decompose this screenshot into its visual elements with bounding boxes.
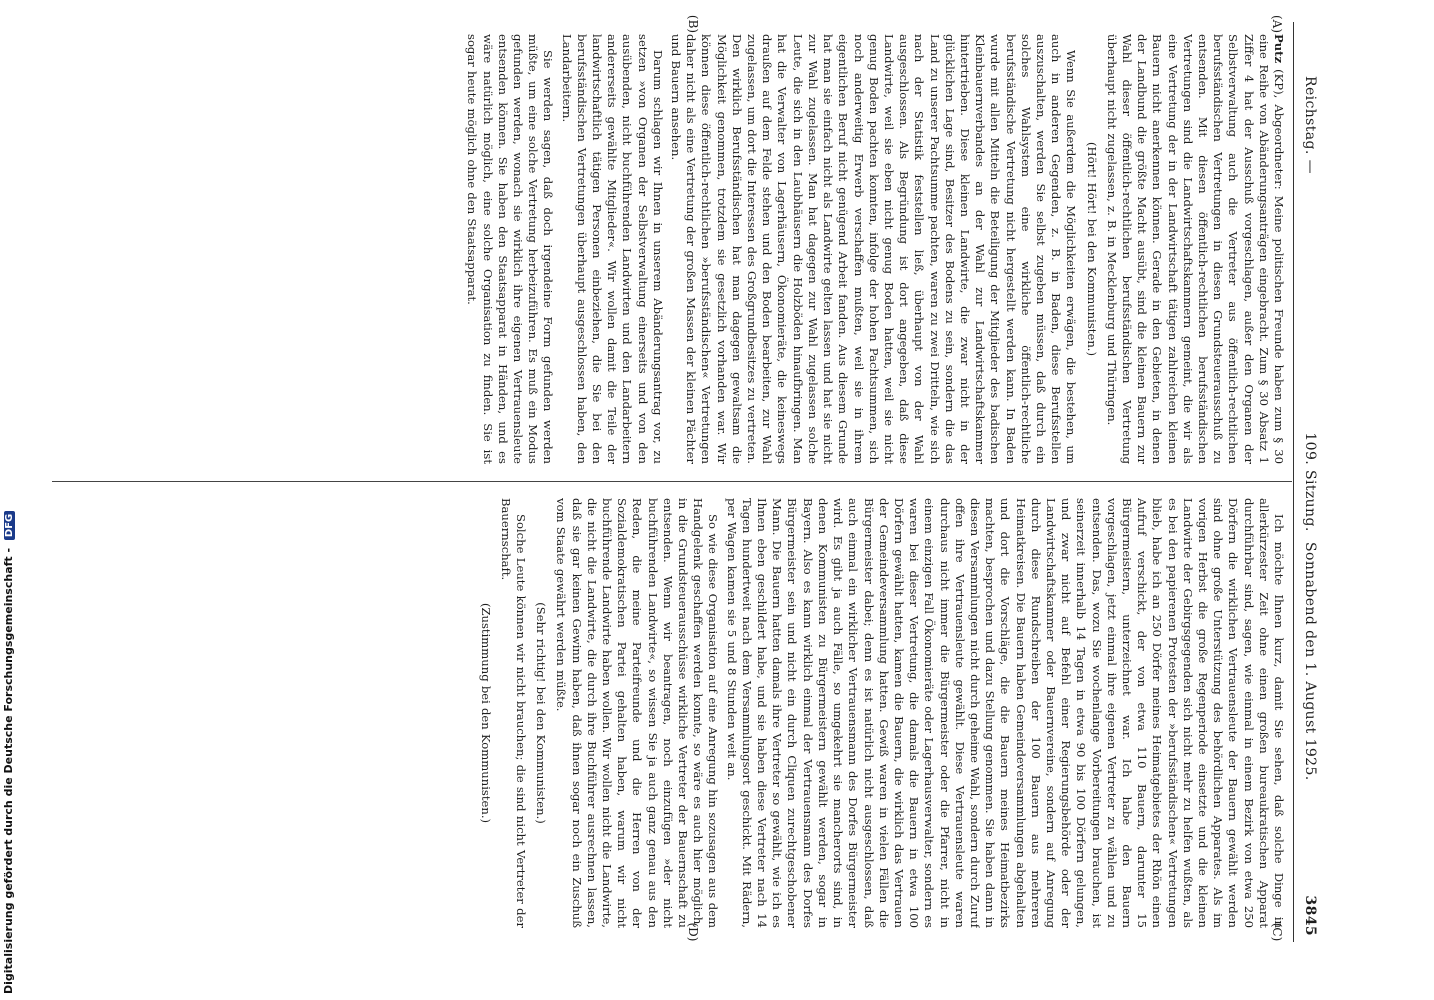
interjection: (Zustimmung bei den Kommunisten.) xyxy=(478,602,493,824)
header-date: Sonnabend den 1. August 1925. xyxy=(1302,542,1318,781)
speech-paragraph: Ich möchte Ihnen kurz, damit Sie sehen, daß solche Dinge in allerkürzester Zeit ohne einen großen bureaukratischen Apparat durchführbar sind, sagen, wie einmal in einem Bezirk von etwa 250 Dörfern die wirklichen Vertrauensleute der Bauern gewählt werden sind ohne große Unterstützung des behördlichen Apparates. Als im vorigen Herbst die große Regenperiode einsetzte und die kleinen Landwirte der Gebirgsgegenden sich nicht mehr zu helfen wußten, als es bei den papierenen Protesten der »berufsständischen« Vertretungen blieb, habe ich an 250 Dörfer meines Heimatgebietes der Rhön einen Aufruf verschickt, der von etwa 110 Bauern, darunter 15 Bürgermeistern, unterzeichnet war. Ich habe den Bauern vorgeschlagen, jetzt einmal ihre eigenen Vertreter zu wählen und zu entsenden. Das, wozu Sie wochenlange Vorbereitungen brauchen, ist seinerzeit innerhalb 14 Tagen in etwa 90 bis 100 Dörfern gelungen, und zwar nicht auf Befehl einer Regierungsbehörde oder der Landwirtschaftskammer oder Bauernvereine, sondern auf Anregung durch diese Rundschreiben der 100 Bauern aus mehreren Heimatkreisen. Die Bauern haben Gemeindeversammlungen abgehalten und dort die Vorschläge, die die Bauern meines Heimatbezirks machten, besprochen und dazu Stellung genommen. Sie haben dann in diesen Versammlungen nicht durch geheime Wahl, sondern durch Zuruf offen ihre Vertrauensleute gewählt. Diese Vertrauensleute waren durchaus nicht immer die Bürgermeister oder die Pfarrer, nicht in einem einzigen Fall Ökonomieräte oder Lagerhausverwalter, sondern es waren bei dieser Vertretung, die damals die Bauern in etwa 100 Dörfern gewählt hatten, kamen die Bauern, die wirklich das Vertrauen der Gemeindeversammlung hatten. Gewiß waren in vielen Fällen die Bürgermeister dabei; denn es ist natürlich nicht ausgeschlossen, daß auch einmal ein wirklicher Vertrauensmann des Dorfes Bürgermeister wird. Es gibt ja auch Fälle, so umgekehrt sie mancherorts sind, in denen Kommunisten zu Bürgermeistern gewählt werden, sogar in Bayern. Also es kann wirklich einmal der Vertrauensmann des Dorfes Bürgermeister sein und nicht ein durch Cliquen zurechtgeschobener Mann. Die Bauern hatten damals ihre Vertreter so gewählt, wie ich es Ihnen eben geschildert habe, und sie haben diese Vertreter nach 14 Tagen hundertweit nach dem Versammlungsort geschickt. Mit Rädern, per Wagen kamen sie 5 und 8 Stunden weit an. xyxy=(724,498,1286,928)
header-rule xyxy=(1293,22,1294,942)
scanned-page xyxy=(50,14,1320,942)
margin-marker-c: (C) xyxy=(1270,922,1284,942)
speaker-name: Putz xyxy=(1272,34,1286,64)
interjection: (Sehr richtig! bei den Kommunisten.) xyxy=(534,602,549,824)
page-header xyxy=(1296,22,1320,942)
margin-marker-d: (D) xyxy=(686,922,700,942)
header-session: 109. Sitzung. xyxy=(1302,432,1318,532)
column-divider xyxy=(52,481,1292,482)
header-reichstag: Reichstag. — xyxy=(1302,76,1318,174)
speech-paragraph: Solche Leute können wir nicht brauchen; die sind nicht Vertreter der Bauernschaft. xyxy=(498,498,529,928)
margin-marker-a: (A) xyxy=(1270,14,1284,34)
header-page-number: 3845 xyxy=(1302,895,1318,936)
margin-marker-b: (B) xyxy=(686,14,700,34)
dfg-logo: DFG xyxy=(4,511,15,540)
speech-text: (KP), Abgeordneter: Meine politischen Freunde haben zum § 30 eine Reihe von Abänderungsanträgen eingebracht. Zum § 30 Absatz 1 Ziffer 4 hat der Ausschuß vorgeschlagen, außer den Organen der Selbstverwaltung auch die Vertreter aus öffentlich-rechtlichen berufsständischen Vertretungen in diesen Grundsteuerausschuß zu entsenden. Mit diesen öffentlich-rechtlichen berufsständischen Vertretungen sind die Landwirtschaftskammern gemeint, die wir als eine Vertretung der in der Landwirtschaft tätigen zahlreichen kleinen Bauern nicht anerkennen können. Gerade in den Gebieten, in denen der Landbund die größte Macht ausübt, sind die kleinen Bauern zur Wahl dieser öffentlich-rechtlichen berufsständischen Vertretung überhaupt nicht zugelassen, z. B. in Mecklenburg und Thüringen. xyxy=(1104,34,1286,464)
interjection: (Hört! Hört! bei den Kommunisten.) xyxy=(1084,141,1099,356)
speech-paragraph xyxy=(1104,34,1286,464)
speech-paragraph: Wenn Sie außerdem die Möglichkeiten erwägen, die bestehen, um auch in anderen Gegenden, z. B. in Baden, diese Berufsstellen auszuschalten, werden Sie selbst zugeben müssen, daß durch ein solches Wahlsystem eine wirkliche öffentlich-rechtliche berufsständische Vertretung nicht hergestellt werden kann. In Baden wurde mit allen Mitteln die Beteiligung der Mitglieder des badischen Kleinbauernverbandes an der Wahl zur Landwirtschaftskammer hintertrieben. Diese kleinen Landwirte, die zwar nicht in der glücklichen Lage sind, Besitzer des Bodens zu sein, sondern die das Land zu unserer Pachtsumme pachten, waren zu zwei Dritteln, wie sich nach der Statistik feststellen ließ, überhaupt von der Wahl ausgeschlossen. Als Begründung ist dort angegeben, daß diese Landwirte, weil sie eben nicht genug Boden hatten, weil sie nicht genug Boden pachten konnten, infolge der hohen Pachtsummen, sich noch anderweitig Erwerb verschaffen mußten, weil sie in ihrem eigentlichen Beruf nicht genügend Arbeit fanden. Aus diesem Grunde hat man sie einfach nicht als Landwirte gelten lassen und hat sie nicht zur Wahl zugelassen. Man hat dagegen zur Wahl zugelassen solche Leute, die sich in den Laubhäusern die Holzböden hinaufbringen. Man hat die Verwalter von Lagerhäusern, Ökonomieräte, die keineswegs draußen auf dem Felde stehen und den Boden bearbeiten, zur Wahl zugelassen, um dort die Interessen des Großgrundbesitzes zu vertreten. Den wirklich Berufsständischen hat man dagegen gewaltsam die Möglichkeit genommen, trotzdem sie gesetzlich vorhanden war. Wir können diese öffentlich-rechtlichen »berufsständischen« Vertretungen daher nicht als eine Vertretung der großen Massen der kleinen Pächter und Bauern ansehen. xyxy=(669,34,1079,464)
speech-paragraph: Sie werden sagen, daß doch irgendeine Form gefunden werden müßte, um eine solche Vertretung herbeizuführen. Es muß ein Modus gefunden werden, wonach sie wirklich ihre eigenen Vertrauensleute entsenden können. Sie haben den Staatsapparat in Händen, und es wäre natürlich möglich, eine solche Organisation zu finden. Sie ist sogar heute möglich ohne den Staatsapparat. xyxy=(465,34,556,464)
speech-paragraph: Darum schlagen wir Ihnen in unserem Abänderungsantrag vor, zu setzen »von Organen der Selbstverwaltung einerseits und von den ausübenden, nicht buchführenden Landwirten und den Landarbeitern andererseits gewählte Mitglieder«. Wir wollen damit die Teile der landwirtschaftlich tätigen Personen einbeziehen, die Sie bei den berufsständischen Vertretungen überhaupt ausgeschlossen haben, den Landarbeitern. xyxy=(559,34,665,464)
credit-text: Digitalisierung gefördert durch die Deutsche Forschungsgemeinschaft - xyxy=(2,547,15,994)
right-column xyxy=(56,498,1286,928)
speech-paragraph: So wie diese Organisation auf eine Anregung hin sozusagen aus dem Handgelenk geschaffen werden konnte, so wäre es auch hier möglich, in die Grundsteuerausschüsse wirkliche Vertreter der Bauernschaft zu entsenden. Wenn wir beantragen, noch einzufügen »der nicht buchführenden Landwirte«, so wissen Sie ja auch ganz genau aus den Reden, die meine Parteifreunde und die Herren von der Sozialdemokratischen Partei gehalten haben, warum wir nicht buchführende Landwirte haben wollen. Wir wollen nicht die Landwirte, die nicht die Landwirte, die durch ihre Buchführer ausrechnen lassen, daß sie gar keinen Gewinn haben, daß ihnen sogar noch ein Zuschuß vom Staate gewährt werden müßte. xyxy=(554,498,721,928)
left-column xyxy=(56,34,1286,464)
digitization-credit xyxy=(2,513,22,994)
